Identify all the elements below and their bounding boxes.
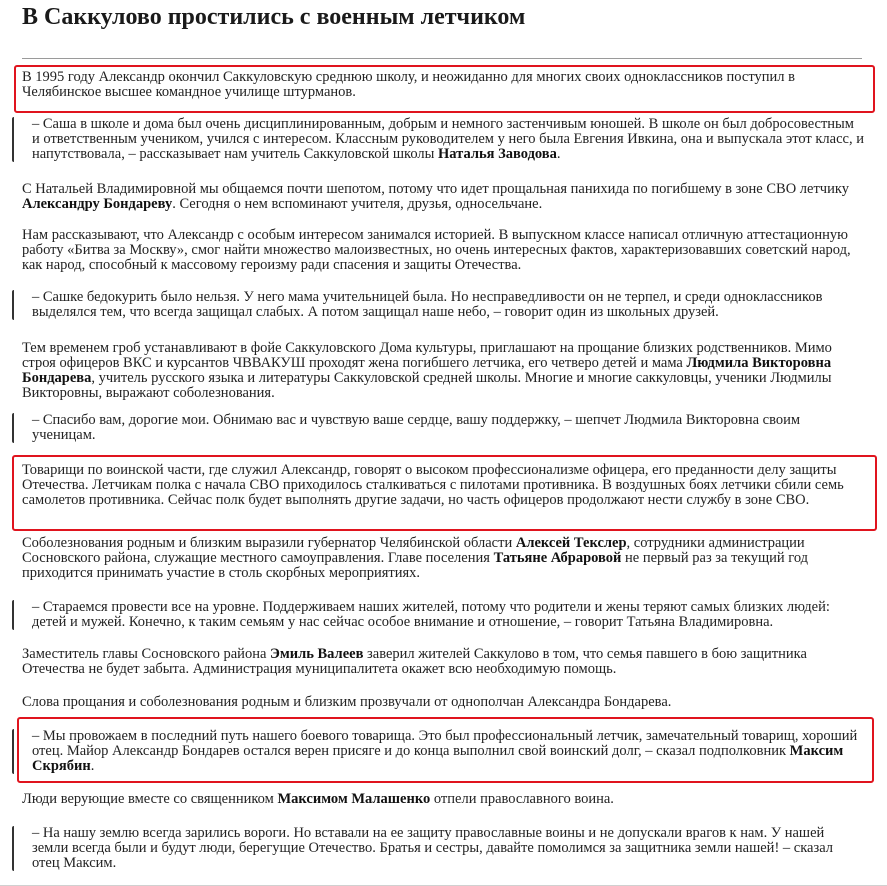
- quote-paragraph: [12, 413, 864, 443]
- text-run: С Натальей Владимировной мы общаемся почти шепотом, потому что идет прощальная панихида по погибшему в зоне СВО летчику: [22, 181, 849, 197]
- text-run: , сотрудники администрации Сосновского района, служащие местного самоуправления. Главе поселения: [22, 535, 805, 566]
- text-paragraph: [22, 182, 864, 212]
- bold-name: Татьяне Абраровой: [493, 550, 622, 566]
- quote-paragraph: [12, 826, 864, 871]
- text-paragraph: [22, 341, 864, 401]
- text-run: Слова прощания и соболезнования родным и близким прозвучали от однополчан Александра Бондарева.: [22, 694, 672, 710]
- bold-name: Алексей Текслер: [515, 535, 627, 551]
- bold-name: Эмиль Валеев: [270, 646, 364, 662]
- text-run: не первый раз за текущий год приходится принимать участие в столь скорбных мероприятиях.: [22, 550, 809, 581]
- text-run: В 1995 году Александр окончил Саккуловскую среднюю школу, и неожиданно для многих своих одноклассников поступил в Челябинское высшее командное училище штурманов.: [22, 69, 795, 100]
- text-paragraph: [22, 647, 864, 677]
- text-paragraph: [22, 695, 864, 710]
- text-paragraph: [22, 536, 864, 581]
- text-run: Люди верующие вместе со священником: [22, 791, 278, 807]
- quote-paragraph: [12, 600, 864, 630]
- text-run: Тем временем гроб устанавливают в фойе Саккуловского Дома культуры, приглашают на прощание близких родственников. Мимо строя офицеров ВКС и курсантов ЧВВАКУШ проходят жена погибшего летчика, его четверо детей и мама: [22, 340, 832, 371]
- text-run: – Мы провожаем в последний путь нашего боевого товарища. Это был профессиональный летчик, замечательный товарищ, хороший отец. Майор Александр Бондарев остался верен присяге и до конца выполнил свой воинский долг, – сказал подполковник: [32, 728, 858, 759]
- title-divider: [22, 58, 862, 59]
- quote-paragraph: [12, 729, 864, 774]
- bold-name: Александру Бондареву: [22, 196, 173, 212]
- text-run: Заместитель главы Сосновского района: [22, 646, 271, 662]
- text-run: – Саша в школе и дома был очень дисциплинированным, добрым и немного застенчивым юношей. В школе он был добросовестным и ответственным учеником, учился с интересом. Классным руководителем у него была Евгения Ивкина, она и выпускала этот класс, и напутствовала, – рассказывает нам учитель Саккуловской школы: [32, 116, 864, 162]
- text-run: отпели православного воина.: [430, 791, 614, 807]
- text-run: – Спасибо вам, дорогие мои. Обнимаю вас и чувствую ваше сердце, вашу поддержку, – шепчет Людмила Викторовна своим ученицам.: [32, 412, 801, 443]
- text-run: Нам рассказывают, что Александр с особым интересом занимался историей. В выпускном классе написал отличную аттестационную работу «Битва за Москву», смог найти множество малоизвестных, но очень интересных фактов, характеризовавших советский народ, как народ, способный к массовому героизму ради спасения и защиты Отечества.: [22, 227, 851, 273]
- text-run: .: [90, 758, 95, 774]
- text-run: – На нашу землю всегда зарились вороги. Но вставали на ее защиту православные воины и не допускали врагов к нам. У нашей земли всегда были и будут люди, берегущие Отечество. Братья и сестры, давайте помолимся за защитника земли нашей! – сказал отец Максим.: [32, 825, 833, 871]
- text-run: .: [556, 146, 561, 162]
- text-paragraph: [22, 70, 864, 100]
- text-run: . Сегодня о нем вспоминают учителя, друзья, односельчане.: [172, 196, 543, 212]
- bold-name: Людмила Викторовна Бондарева: [22, 355, 832, 386]
- text-paragraph: [22, 463, 864, 508]
- article-title: В Саккулово простились с военным летчиком: [22, 4, 526, 30]
- text-run: Соболезнования родным и близким выразили губернатор Челябинской области: [22, 535, 516, 551]
- quote-paragraph: [12, 117, 864, 162]
- text-run: – Стараемся провести все на уровне. Поддерживаем наших жителей, потому что родители и жены теряют самых близких людей: детей и мужей. Конечно, к таким семьям у нас сейчас особое внимание и отношение, – говорит Татьяна Владимировна.: [32, 599, 830, 630]
- bold-name: Наталья Заводова: [438, 146, 557, 162]
- quote-paragraph: [12, 290, 864, 320]
- text-run: заверил жителей Саккулово в том, что семья павшего в бою защитника Отечества не будет забыта. Администрация муниципалитета окажет всю необходимую помощь.: [22, 646, 807, 677]
- text-run: – Сашке бедокурить было нельзя. У него мама учительницей была. Но несправедливости он не терпел, и среди одноклассников выделялся тем, что всегда защищал слабых. А потом защищал наше небо, – говорит один из школьных друзей.: [32, 289, 823, 320]
- bold-name: Максимом Малашенко: [277, 791, 431, 807]
- text-paragraph: [22, 228, 864, 273]
- text-run: , учитель русского языка и литературы Саккуловской средней школы. Многие и многие саккуловцы, ученики Людмилы Викторовны, выражают соболезнования.: [22, 370, 832, 401]
- text-paragraph: [22, 792, 864, 807]
- text-run: Товарищи по воинской части, где служил Александр, говорят о высоком профессионализме офицера, его преданности делу защиты Отечества. Летчикам полка с начала СВО приходилось сталкиваться с пилотами противника. В воздушных боях летчики сбили семь самолетов противника. Сейчас полк будет выполнять другие задачи, но часть офицеров продолжают нести службу в зоне СВО.: [22, 462, 844, 508]
- bold-name: Максим Скрябин: [32, 743, 844, 774]
